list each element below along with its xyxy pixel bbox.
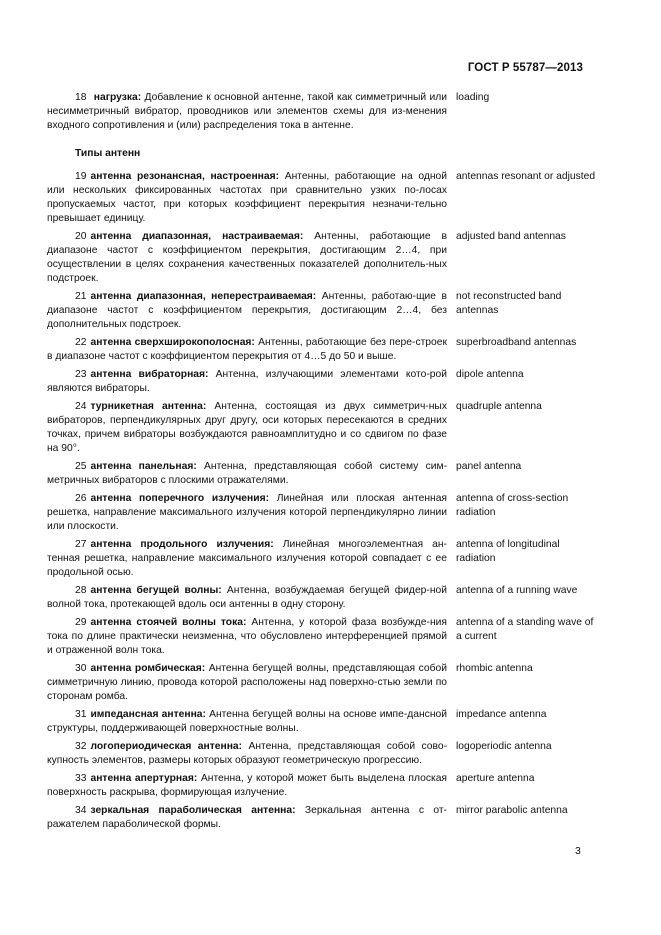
term-entry-24 <box>47 400 597 456</box>
term-definition <box>47 708 447 736</box>
term-text: Линейная или плоская антенная решетка, направление максимального излучения которой перпендикулярно линии или плоскости. <box>47 493 447 532</box>
term-english: not reconstructed band antennas <box>456 291 562 316</box>
term-text: Антенна бегущей волны, представляющая собой симметричную линию, провода которой расположены над поверхно-стью земли по сторонам ромба. <box>47 663 447 702</box>
term-number: 29 <box>75 617 87 628</box>
term-definition <box>47 804 447 832</box>
term-english: panel antenna <box>456 461 522 472</box>
term-definition <box>47 772 447 800</box>
term-title: зеркальная параболическая антенна: <box>90 805 296 816</box>
term-number: 19 <box>75 171 87 182</box>
term-number: 34 <box>75 805 87 816</box>
term-english: superbroadband antennas <box>456 337 577 348</box>
term-text: Антенна, представляющая собой сово-купность элементов, размеры которых образуют геометрическую прогрессию. <box>47 741 447 766</box>
term-title: логопериодическая антенна: <box>90 741 243 752</box>
term-text: Антенна, у которой может быть выделена плоская поверхность раскрыва, формирующая излучение. <box>47 773 447 798</box>
term-number: 21 <box>75 291 87 302</box>
term-entry-31 <box>47 708 597 736</box>
term-entry-18 <box>47 91 597 133</box>
term-number: 32 <box>75 741 87 752</box>
term-title: антенна сверхширокополосная: <box>90 337 255 348</box>
term-text: Антенна, представляющая собой систему сим-метричных вибраторов с плоскими отражателями. <box>47 461 447 486</box>
term-title: нагрузка: <box>93 92 142 103</box>
term-english: dipole antenna <box>456 369 524 380</box>
term-number: 23 <box>75 369 87 380</box>
term-title: антенна панельная: <box>90 461 197 472</box>
term-number: 33 <box>75 773 87 784</box>
term-number: 22 <box>75 337 87 348</box>
term-definition <box>47 91 447 133</box>
term-text: Антенны, работаю-щие в диапазоне частот с коэффициентом перекрытия, достигающим 2…4, без дополнительных подстроек. <box>47 291 447 330</box>
term-text: Антенны, работающие на одной или нескольких фиксированных частотах при сравнительно узких по-лосах пропускаемых частот, при которых коэффициент перекрытия незначи-тельно превышает единицу. <box>47 171 447 224</box>
standard-header: ГОСТ Р 55787—2013 <box>467 62 583 74</box>
term-definition <box>47 492 447 534</box>
term-number: 31 <box>75 709 87 720</box>
term-entry-22 <box>47 336 597 364</box>
term-english: impedance antenna <box>456 709 547 720</box>
term-english: adjusted band antennas <box>456 231 566 242</box>
term-title: антенна бегущей волны: <box>90 585 222 596</box>
term-number: 18 <box>75 92 87 103</box>
term-text: Антенны, работающие в диапазоне частот с коэффициентом перекрытия, достигающим 2…4, при осуществлении в целях сохранения качественных показателей дополнитель-ных подстроек. <box>47 231 447 284</box>
term-text: Антенна, состоящая из двух симметрич-ных вибраторов, перпендикулярных друг другу, оси которых пересекаются в средних точках, причем вибраторы возбуждаются равноамплитудно и со сдвигом по фазе на 90°. <box>47 401 447 454</box>
term-title: антенна диапазонная, настраиваемая: <box>90 231 304 242</box>
term-entry-21 <box>47 290 597 332</box>
term-text: Антенна бегущей волны на основе импе-дансной структуры, поддерживающей поверхностные волны. <box>47 709 447 734</box>
term-text: Антенны, работающие без пере-строек в диапазоне частот с коэффициентом перекрытия от 4…5 до 50 и выше. <box>47 337 447 362</box>
term-entry-19 <box>47 170 597 226</box>
term-number: 25 <box>75 461 87 472</box>
term-number: 26 <box>75 493 87 504</box>
term-entries <box>47 170 597 832</box>
term-entry-33 <box>47 772 597 800</box>
term-english: rhombic antenna <box>456 663 533 674</box>
term-definition <box>47 616 447 658</box>
term-entry-26 <box>47 492 597 534</box>
term-text: Антенна, у которой фаза возбужде-ния тока по длине практически неизменна, что обусловлено интерференцией прямой и отраженной волн тока. <box>47 617 447 656</box>
term-title: турникетная антенна: <box>90 401 207 412</box>
term-entry-25 <box>47 460 597 488</box>
term-title: антенна резонансная, настроенная: <box>90 171 280 182</box>
term-english: antenna of cross-section radiation <box>456 493 569 518</box>
term-definition <box>47 336 447 364</box>
terms-list <box>47 91 597 836</box>
term-number: 30 <box>75 663 87 674</box>
term-definition <box>47 584 447 612</box>
term-number: 27 <box>75 539 87 550</box>
page-number: 3 <box>575 845 581 857</box>
term-english: antenna of longitudinal radiation <box>456 539 560 564</box>
term-definition <box>47 460 447 488</box>
term-definition <box>47 368 447 396</box>
term-title: антенна апертурная: <box>90 773 198 784</box>
term-title: антенна поперечного излучения: <box>90 493 270 504</box>
term-entry-30 <box>47 662 597 704</box>
term-english: logoperiodic antenna <box>456 741 552 752</box>
term-text: Добавление к основной антенне, такой как симметричный или несимметричный вибратор, проводников или элементов схемы для из-менения входного сопротивления и (или) распределения тока в антенне. <box>47 92 447 131</box>
term-definition <box>47 170 447 226</box>
term-definition <box>47 740 447 768</box>
term-definition <box>47 662 447 704</box>
term-title: антенна ромбическая: <box>90 663 206 674</box>
term-text: Антенна, возбуждаемая бегущей фидер-ной волной тока, протекающей вдоль оси антенны в одну сторону. <box>47 585 447 610</box>
term-entry-28 <box>47 584 597 612</box>
term-definition <box>47 538 447 580</box>
term-title: антенна вибраторная: <box>90 369 209 380</box>
term-text: Антенна, излучающими элементами кото-рой являются вибраторы. <box>47 369 447 394</box>
term-entry-20 <box>47 230 597 286</box>
term-title: антенна стоячей волны тока: <box>90 617 247 628</box>
term-entry-29 <box>47 616 597 658</box>
term-english: antennas resonant or adjusted <box>456 171 596 182</box>
term-number: 24 <box>75 401 87 412</box>
term-entry-23 <box>47 368 597 396</box>
term-english: loading <box>456 92 490 103</box>
term-entry-32 <box>47 740 597 768</box>
term-definition <box>47 230 447 286</box>
term-title: антенна диапазонная, неперестраиваемая: <box>90 291 317 302</box>
term-definition <box>47 290 447 332</box>
term-text: Линейная многоэлементная ан-тенная решетка, направление максимального излучения которой совпадает с ее продольной осью. <box>47 539 447 578</box>
term-definition <box>47 400 447 456</box>
term-entry-34 <box>47 804 597 832</box>
term-english: mirror parabolic antenna <box>456 805 568 816</box>
term-number: 28 <box>75 585 87 596</box>
term-english: antenna of a running wave <box>456 585 578 596</box>
term-english: antenna of a standing wave of a current <box>456 617 594 642</box>
section-title: Типы антенн <box>75 148 141 159</box>
term-text: Зеркальная антенна с от-ражателем параболической формы. <box>47 805 447 830</box>
term-entry-27 <box>47 538 597 580</box>
term-english: quadruple antenna <box>456 401 542 412</box>
term-title: антенна продольного излучения: <box>90 539 274 550</box>
term-title: импедансная антенна: <box>90 709 206 720</box>
term-english: aperture antenna <box>456 773 535 784</box>
term-number: 20 <box>75 231 87 242</box>
